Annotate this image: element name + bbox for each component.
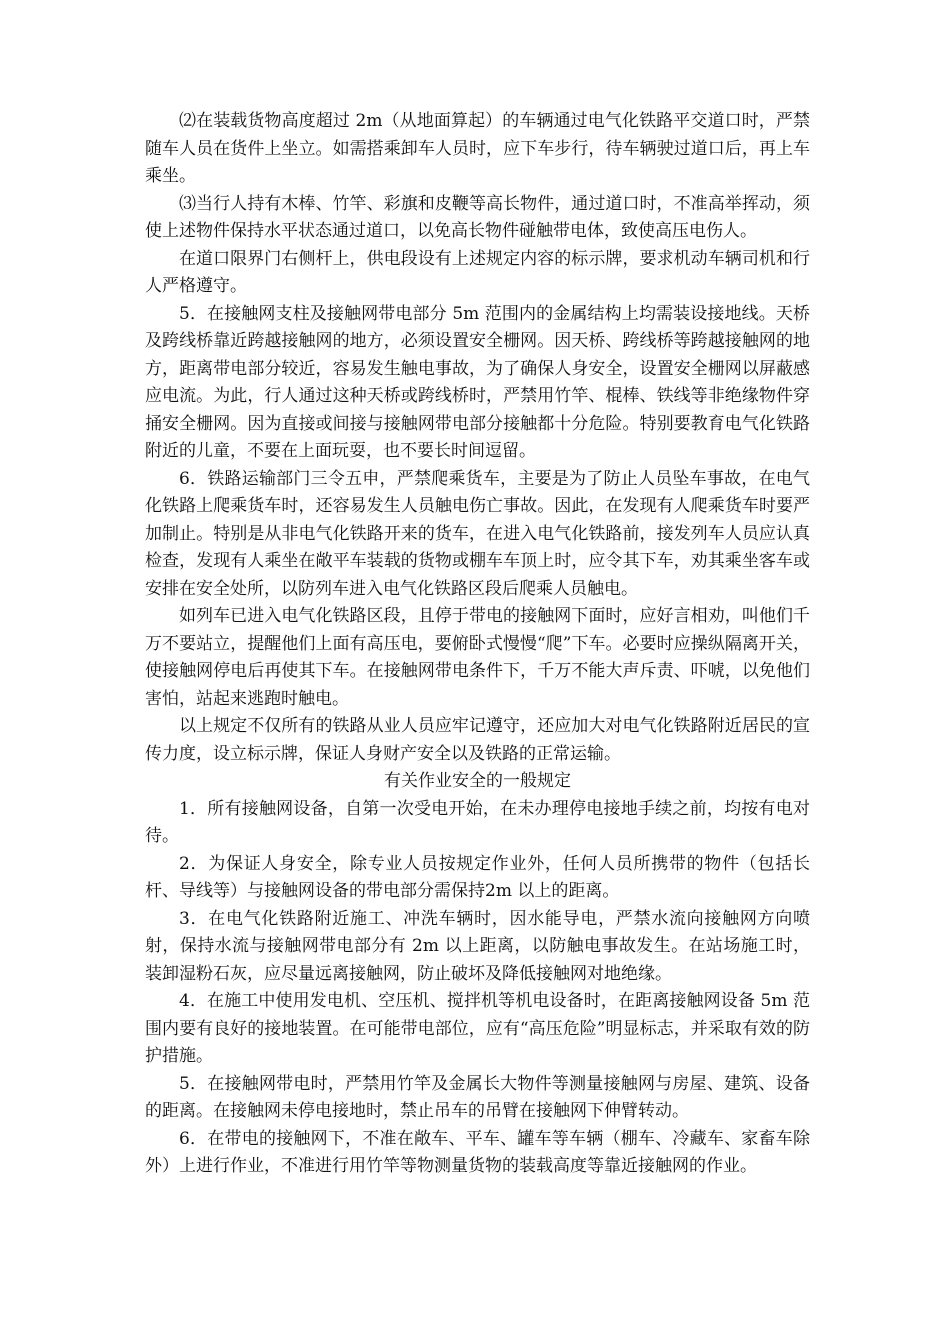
- paragraph-safety-rule-4: 4．在施工中使用发电机、空压机、搅拌机等机电设备时，在距离接触网设备 5m 范围内要有良好的接地装置。在可能带电部位，应有“高压危险”明显标志，并采取有效的防护措施。: [145, 991, 810, 1066]
- paragraph-summary: 以上规定不仅所有的铁路从业人员应牢记遵守，还应加大对电气化铁路附近居民的宣传力度，设立标示牌，保证人身财产安全以及铁路的正常运输。: [145, 716, 810, 764]
- paragraph-safety-rule-5: 5．在接触网带电时，严禁用竹竿及金属长大物件等测量接触网与房屋、建筑、设备的距离。在接触网未停电接地时，禁止吊车的吊臂在接触网下伸臂转动。: [145, 1073, 810, 1121]
- document-body: [145, 108, 810, 1181]
- paragraph-rule-6-freight-climbing: 6．铁路运输部门三令五申，严禁爬乘货车，主要是为了防止人员坠车事故，在电气化铁路上爬乘货车时，还容易发生人员触电伤亡事故。因此，在发现有人爬乘货车时要严加制止。特别是从非电气化铁路开来的货车，在进入电气化铁路前，接发列车人员应认真检查，发现有人乘坐在敞平车装载的货物或棚车车顶上时，应令其下车，劝其乘坐客车或安排在安全处所，以防列车进入电气化铁路区段后爬乘人员触电。: [145, 468, 810, 599]
- paragraph-rule-5-grounding: 5．在接触网支柱及接触网带电部分 5m 范围内的金属结构上均需装设接地线。天桥及跨线桥靠近跨越接触网的地方，必须设置安全栅网。因天桥、跨线桥等跨越接触网的地方，距离带电部分较近，容易发生触电事故，为了确保人身安全，设置安全栅网以屏蔽感应电流。为此，行人通过这种天桥或跨线桥时，严禁用竹竿、棍棒、铁线等非绝缘物件穿捅安全栅网。因为直接或间接与接触网带电部分接触都十分危险。特别要教育电气化铁路附近的儿童，不要在上面玩耍，也不要长时间逗留。: [145, 303, 810, 461]
- paragraph-crossing-high-cargo: ⑵在装载货物高度超过 2m（从地面算起）的车辆通过电气化铁路平交道口时，严禁随车人员在货件上坐立。如需搭乘卸车人员时，应下车步行，待车辆驶过道口后，再上车乘坐。: [145, 111, 810, 186]
- paragraph-crossing-pedestrians: ⑶当行人持有木棒、竹竿、彩旗和皮鞭等高长物件，通过道口时，不准高举挥动，须使上述物件保持水平状态通过道口，以免高长物件碰触带电体，致使高压电伤人。: [145, 193, 810, 241]
- paragraph-safety-rule-3: 3．在电气化铁路附近施工、冲洗车辆时，因水能导电，严禁水流向接触网方向喷射，保持水流与接触网带电部分有 2m 以上距离，以防触电事故发生。在站场施工时，装卸湿粉石灰，应尽量远离接触网，防止破坏及降低接触网对地绝缘。: [145, 908, 810, 984]
- paragraph-safety-rule-1: 1．所有接触网设备，自第一次受电开始，在未办理停电接地手续之前，均按有电对待。: [145, 798, 810, 846]
- paragraph-safety-rule-6: 6．在带电的接触网下，不准在敞车、平车、罐车等车辆（棚车、冷藏车、家畜车除外）上进行作业，不准进行用竹竿等物测量货物的装载高度等靠近接触网的作业。: [145, 1128, 810, 1176]
- paragraph-train-in-electrified-section: 如列车已进入电气化铁路区段，且停于带电的接触网下面时，应好言相劝，叫他们千万不要站立，提醒他们上面有高压电，要俯卧式慢慢“爬”下车。必要时应操纵隔离开关，使接触网停电后再使其下车。在接触网带电条件下，千万不能大声斥责、吓唬，以免他们害怕，站起来逃跑时触电。: [145, 606, 810, 709]
- paragraph-safety-rule-2: 2．为保证人身安全，除专业人员按规定作业外，任何人员所携带的物件（包括长杆、导线等）与接触网设备的带电部分需保持2m 以上的距离。: [145, 853, 810, 901]
- section-heading: 有关作业安全的一般规定: [384, 771, 571, 791]
- paragraph-crossing-signboard: 在道口限界门右侧杆上，供电段设有上述规定内容的标示牌，要求机动车辆司机和行人严格遵守。: [145, 248, 810, 296]
